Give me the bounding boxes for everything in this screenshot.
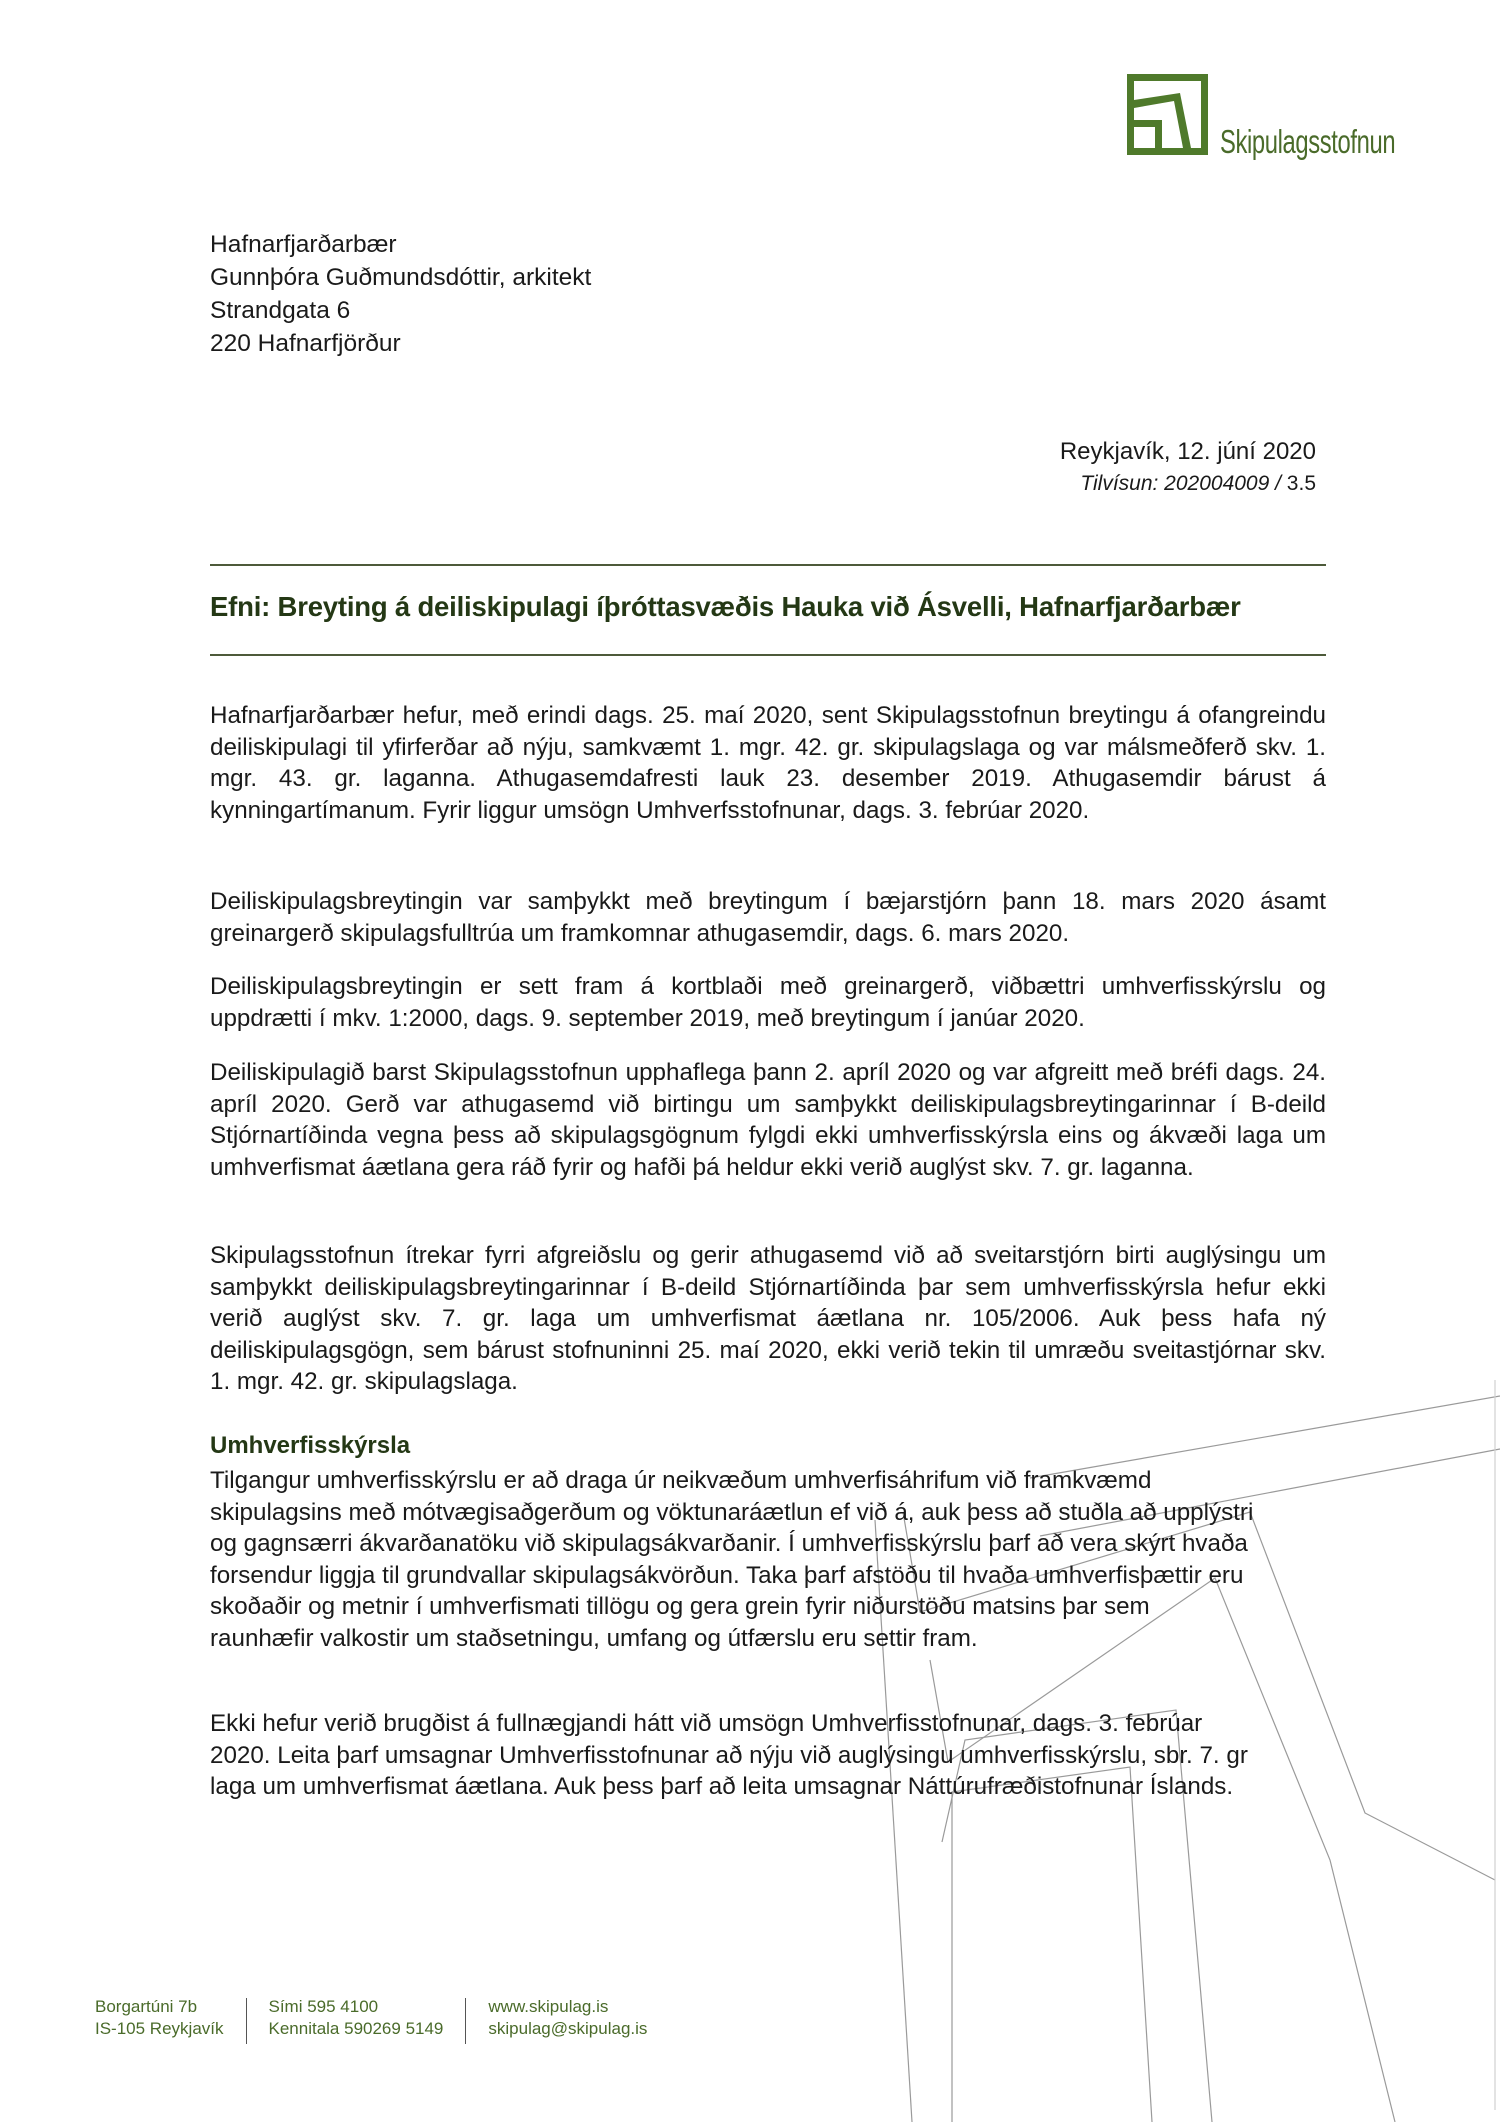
paragraph-3 (210, 971, 1326, 1034)
footer-phone: Sími 595 4100 (268, 1997, 379, 2016)
closing-line: laga um umhverfismat áætlana. Auk þess þarf að leita umsagnar Náttúrufræðistofnunar Íslands. (210, 1773, 1234, 1800)
recipient-postal: 220 Hafnarfjörður (210, 330, 401, 357)
footer-website-link[interactable]: www.skipulag.is (488, 1997, 609, 2016)
subject-rule-top (210, 564, 1326, 566)
paragraph-text: Deiliskipulagsbreytingin er sett fram á kortblaði með greinargerð, viðbættri umhverfisskýrslu og uppdrætti í mkv. 1:2000, dags. 9. september 2019, með breytingum í janúar 2020. (210, 973, 1326, 1032)
paragraph-text: Skipulagsstofnun ítrekar fyrri afgreiðslu og gerir athugasemd við að sveitarstjórn birti auglýsingu um samþykkt deiliskipulagsbreytingarinnar í B-deild Stjórnartíðinda þar sem umhverfisskýrsla hefur ekki verið auglýst skv. 7. gr. laga um umhverfismat áætlana nr. 105/2006. Auk þess hafa ný deiliskipulagsgögn, sem bárust stofnuninni 25. maí 2020, ekki verið tekin til umræðu sveitastjórnar skv. 1. mgr. 42. gr. skipulagslaga. (210, 1242, 1326, 1395)
footer-email-link[interactable]: skipulag@skipulag.is (488, 2019, 648, 2038)
footer-id-number: Kennitala 590269 5149 (268, 2019, 444, 2038)
section-line: skoðaðir og metnir í umhverfismati tillögu og gera grein fyrir niðurstöðu matsins þar sem (210, 1593, 1150, 1620)
paragraph-text: Deiliskipulagsbreytingin var samþykkt með breytingum í bæjarstjórn þann 18. mars 2020 ásamt greinargerð skipulagsfulltrúa um framkomnar athugasemdir, dags. 6. mars 2020. (210, 888, 1326, 947)
reference-suffix: 3.5 (1280, 472, 1316, 495)
recipient-address (210, 228, 591, 360)
letter-date: Reykjavík, 12. júní 2020 (1059, 438, 1316, 465)
section-line: skipulagsins með mótvægisaðgerðum og vöktunaráætlun ef við á, auk þess að stuðla að upplýstri (210, 1498, 1254, 1526)
paragraph-4 (210, 1057, 1326, 1183)
letter-footer (95, 1996, 669, 2044)
closing-line: 2020. Leita þarf umsagnar Umhverfisstofnunar að nýju við auglýsingu umhverfisskýrslu, sbr. 7. gr (210, 1741, 1248, 1769)
org-logo (1125, 72, 1463, 160)
footer-address (95, 1996, 246, 2044)
recipient-street: Strandgata 6 (210, 297, 351, 324)
paragraph-5 (210, 1240, 1326, 1398)
paragraph-text: Hafnarfjarðarbær hefur, með erindi dags. 25. maí 2020, sent Skipulagsstofnun breytingu á ofangreindu deiliskipulagi til yfirferðar að nýju, samkvæmt 1. mgr. 42. gr. skipulagslaga og var málsmeðferð skv. 1. mgr. 43. gr. laganna. Athugasemdafresti lauk 23. desember 2019. Athugasemdir bárust á kynningartímanum. Fyrir liggur umsögn Umhverfsstofnunar, dags. 3. febrúar 2020. (210, 702, 1326, 824)
recipient-municipality: Hafnarfjarðarbær (210, 231, 397, 258)
org-name: Skipulagsstofnun (1220, 123, 1396, 160)
section-line: Tilgangur umhverfisskýrslu er að draga úr neikvæðum umhverfisáhrifum við framkvæmd (210, 1467, 1152, 1494)
paragraph-text: Deiliskipulagið barst Skipulagsstofnun upphaflega þann 2. apríl 2020 og var afgreitt með bréfi dags. 24. apríl 2020. Gerð var athugasemd við birtingu um samþykkt deiliskipulagsbreytingarinnar í B-deild Stjórnartíðinda vegna þess að skipulagsgögnum fylgdi ekki umhverfisskýrsla eins og ákvæði laga um umhverfismat áætlana gera ráð fyrir og hafði þá heldur ekki verið auglýst skv. 7. gr. laganna. (210, 1059, 1326, 1181)
footer-street: Borgartúni 7b (95, 1997, 198, 2016)
section-line: raunhæfir valkostir um staðsetningu, umfang og útfærslu eru settir fram. (210, 1624, 978, 1652)
paragraph-1 (210, 700, 1326, 826)
subject-rule-bottom (210, 654, 1326, 656)
section-line: forsendur liggja til grundvallar skipulagsákvörðun. Taka þarf afstöðu til hvaða umhverfisþættir eru (210, 1561, 1244, 1589)
reference-label: Tilvísun: 202004009 / (1080, 472, 1281, 495)
footer-city: IS-105 Reykjavík (95, 2019, 224, 2038)
footer-web (466, 1996, 669, 2044)
section-paragraph (210, 1465, 1326, 1654)
date-block (1060, 436, 1316, 500)
reference-number (1060, 468, 1316, 500)
section-line: og gagnsærri ákvarðanatöku við skipulagsákvarðanir. Í umhverfisskýrslu þarf að vera skýrt hvaða (210, 1530, 1248, 1557)
logo-mark-icon (1125, 72, 1210, 157)
footer-contact (247, 1996, 466, 2044)
recipient-contact: Gunnþóra Guðmundsdóttir, arkitekt (210, 264, 592, 291)
closing-paragraph (210, 1708, 1326, 1803)
closing-line: Ekki hefur verið brugðist á fullnægjandi hátt við umsögn Umhverfisstofnunar, dags. 3. febrúar (210, 1710, 1203, 1737)
paragraph-2 (210, 886, 1326, 949)
section-heading: Umhverfisskýrsla (210, 1432, 411, 1459)
subject-line: Efni: Breyting á deiliskipulagi íþróttasvæðis Hauka við Ásvelli, Hafnarfjarðarbær (210, 591, 1241, 622)
